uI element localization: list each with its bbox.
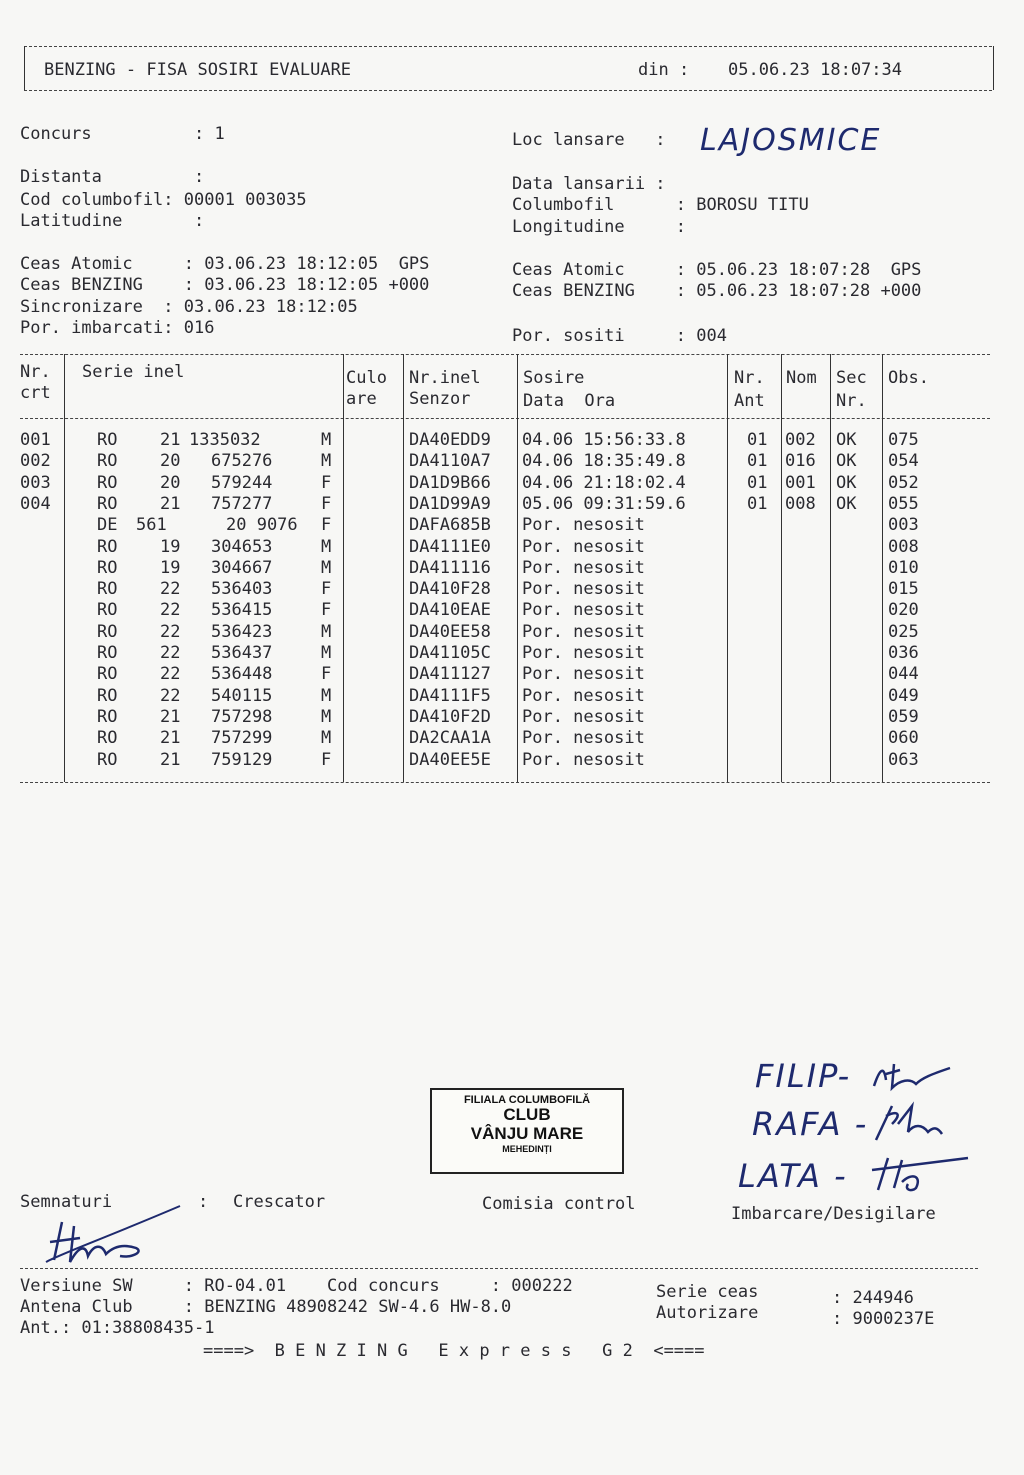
columbofil-line: Columbofil : BOROSU TITU (512, 195, 809, 215)
row-arrival: Por. nesosit (522, 621, 645, 642)
footer-serie-ceas-label: Serie ceas (656, 1282, 759, 1302)
row-obs: 075 (888, 430, 919, 450)
row-arrival: 04.06 21:18:02.4 (522, 472, 686, 493)
row-obs: 060 (888, 728, 919, 749)
row-obs: 063 (888, 749, 919, 770)
row-obs: 020 (888, 600, 919, 621)
row-ring-number: 304653 (211, 536, 273, 557)
row-sex: M (321, 728, 332, 749)
row-country: DE (97, 515, 118, 536)
row-sex: F (321, 749, 332, 770)
row-ring-number: 20 9076 (226, 515, 298, 536)
loc-lansare-label: Loc lansare : (512, 130, 666, 150)
row-sex: F (321, 493, 332, 514)
date-value: 05.06.23 18:07:34 (728, 60, 902, 80)
cod-columbofil-line: Cod columbofil: 00001 003035 (20, 190, 307, 210)
row-country: RO (97, 728, 118, 749)
row-sex: M (321, 557, 332, 578)
title-border-bottom (24, 90, 992, 91)
row-sensor: DA4111E0 (409, 536, 491, 557)
crescator-label: Crescator (233, 1192, 326, 1212)
row-year: 22 (160, 621, 181, 642)
row-arrival: Por. nesosit (522, 643, 645, 663)
row-arrival: Por. nesosit (522, 579, 645, 600)
row-sensor: DA410EAE (409, 600, 491, 621)
row-arrival: Por. nesosit (522, 749, 645, 770)
row-sex: M (321, 706, 332, 727)
row-country: RO (97, 621, 118, 642)
row-sex: F (321, 472, 332, 493)
row-arrival: Por. nesosit (522, 728, 645, 749)
footer-brand: ====> B E N Z I N G E x p r e s s G 2 <==== (203, 1341, 705, 1361)
row-obs: 059 (888, 706, 919, 727)
row-year: 20 (160, 451, 181, 472)
row-sensor: DA40EE5E (409, 749, 491, 770)
handwritten-rafa: RAFA - (752, 1105, 869, 1143)
row-sex: F (321, 600, 332, 621)
concurs-line: Concurs : 1 (20, 124, 225, 144)
row-obs: 044 (888, 664, 919, 685)
row-country: RO (97, 706, 118, 727)
header-sec-2: Nr. (836, 391, 867, 411)
table-bottom-border (20, 782, 990, 783)
row-country: RO (97, 600, 118, 621)
col-divider (64, 354, 65, 782)
row-year: 21 (160, 493, 181, 514)
row-arrival: 04.06 15:56:33.8 (522, 430, 686, 450)
col-divider (727, 354, 728, 782)
row-sensor: DA2CAA1A (409, 728, 491, 749)
row-nr-crt: 003 (20, 472, 51, 493)
row-arrival: Por. nesosit (522, 664, 645, 685)
row-antenna: 01 (747, 430, 768, 450)
row-sensor: DA4110A7 (409, 451, 491, 472)
row-ring-number: 757277 (211, 493, 273, 514)
row-ring-number: 757298 (211, 706, 273, 727)
por-sositi-line: Por. sositi : 004 (512, 326, 727, 346)
row-obs: 036 (888, 643, 919, 663)
stamp-line-4: MEHEDINȚI (502, 1144, 552, 1154)
row-sensor: DA40EDD9 (409, 430, 491, 450)
row-arrival: Por. nesosit (522, 557, 645, 578)
row-arrival: Por. nesosit (522, 685, 645, 706)
row-country: RO (97, 685, 118, 706)
row-ring-number: 540115 (211, 685, 273, 706)
header-obs: Obs. (888, 368, 929, 388)
row-ring-number: 536415 (211, 600, 273, 621)
footer-autorizare-value: : 9000237E (832, 1309, 935, 1329)
row-sensor: DA4111F5 (409, 685, 491, 706)
row-nr-crt: 002 (20, 451, 51, 472)
loc-lansare-handwritten: LAJOSMICE (700, 123, 882, 158)
stamp-line-1: FILIALA COLUMBOFILĂ (463, 1094, 591, 1106)
sincronizare-line: Sincronizare : 03.06.23 18:12:05 (20, 297, 358, 317)
row-country: RO (97, 643, 118, 663)
row-year: 21 (160, 749, 181, 770)
row-nom: 002 (785, 430, 816, 450)
row-arrival: Por. nesosit (522, 515, 645, 536)
row-country: RO (97, 493, 118, 514)
row-sensor: DA411116 (409, 557, 491, 578)
header-senzor-1: Nr.inel (409, 368, 481, 388)
footer-antena-line: Antena Club : BENZING 48908242 SW-4.6 HW-8.0 (20, 1297, 512, 1317)
row-sex: M (321, 643, 332, 663)
row-nom: 001 (785, 472, 816, 493)
row-antenna: 01 (747, 451, 768, 472)
ceas-atomic-end: Ceas Atomic : 05.06.23 18:07:28 GPS (512, 260, 922, 280)
row-sex: F (321, 664, 332, 685)
semnaturi-separator: : (198, 1192, 209, 1212)
comisia-control-label: Comisia control (482, 1194, 636, 1214)
row-sensor: DA40EE58 (409, 621, 491, 642)
row-arrival: 04.06 18:35:49.8 (522, 451, 686, 472)
col-divider (830, 354, 831, 782)
row-year: 21 (160, 728, 181, 749)
row-sec: OK (836, 493, 857, 514)
footer-versiune-line: Versiune SW : RO-04.01 Cod concurs : 000222 (20, 1276, 573, 1296)
imbarcare-label: Imbarcare/Desigilare (731, 1204, 936, 1224)
row-sex: M (321, 685, 332, 706)
row-sensor: DA1D9B66 (409, 472, 491, 493)
row-obs: 052 (888, 472, 919, 493)
row-ring-number: 759129 (211, 749, 273, 770)
stamp-line-2: CLUB (503, 1105, 551, 1124)
row-arrival: Por. nesosit (522, 536, 645, 557)
longitudine-line: Longitudine : (512, 217, 686, 237)
row-sensor: DA41105C (409, 643, 491, 663)
row-year: 21 (160, 430, 181, 450)
row-sex: M (321, 451, 332, 472)
header-culoare-2: are (346, 389, 377, 409)
row-sex: M (321, 536, 332, 557)
header-culoare-1: Culo (346, 368, 387, 388)
row-ring-number: 536448 (211, 664, 273, 685)
row-ring-number: 757299 (211, 728, 273, 749)
table-top-border (20, 354, 990, 355)
row-ring-number: 536403 (211, 579, 273, 600)
header-senzor-2: Senzor (409, 389, 471, 409)
por-imbarcati-line: Por. imbarcati: 016 (20, 318, 215, 338)
row-country: RO (97, 749, 118, 770)
row-year: 19 (160, 536, 181, 557)
col-divider (343, 354, 344, 782)
ceas-atomic-start: Ceas Atomic : 03.06.23 18:12:05 GPS (20, 254, 430, 274)
footer-ant-line: Ant.: 01:38808435-1 (20, 1318, 215, 1338)
row-year: 22 (160, 579, 181, 600)
row-obs: 015 (888, 579, 919, 600)
row-sex: F (321, 515, 332, 536)
col-divider (882, 354, 883, 782)
row-ring-number: 536437 (211, 643, 273, 663)
signature-filip-icon (870, 1060, 960, 1094)
header-serie-inel: Serie inel (82, 362, 185, 382)
row-year: 19 (160, 557, 181, 578)
row-ring-number: 675276 (211, 451, 273, 472)
latitudine-line: Latitudine : (20, 211, 205, 231)
distanta-line: Distanta : (20, 167, 205, 187)
row-antenna: 01 (747, 493, 768, 514)
row-year: 22 (160, 664, 181, 685)
header-nr-crt-1: Nr. (20, 362, 51, 382)
row-obs: 008 (888, 536, 919, 557)
row-obs: 010 (888, 557, 919, 578)
row-obs: 025 (888, 621, 919, 642)
row-sex: M (321, 430, 332, 450)
col-divider (517, 354, 518, 782)
row-sec: OK (836, 430, 857, 450)
row-country: RO (97, 472, 118, 493)
header-sec-1: Sec (836, 368, 867, 388)
row-obs: 055 (888, 493, 919, 514)
header-sosire-2: Data Ora (523, 391, 616, 411)
row-ring-number: 1335032 (189, 430, 261, 450)
row-sensor: DA1D99A9 (409, 493, 491, 514)
row-year: 561 (136, 515, 167, 536)
row-sensor: DA410F2D (409, 706, 491, 727)
crescator-signature-icon (40, 1200, 190, 1270)
header-nom: Nom (786, 368, 817, 388)
signature-rafa-icon (868, 1100, 958, 1146)
row-country: RO (97, 664, 118, 685)
ceas-benzing-end: Ceas BENZING : 05.06.23 18:07:28 +000 (512, 281, 922, 301)
row-ring-number: 579244 (211, 472, 273, 493)
row-year: 21 (160, 706, 181, 727)
row-country: RO (97, 579, 118, 600)
footer-autorizare-label: Autorizare (656, 1303, 759, 1323)
table-header-border (20, 418, 990, 419)
row-arrival: Por. nesosit (522, 706, 645, 727)
row-obs: 049 (888, 685, 919, 706)
row-ring-number: 304667 (211, 557, 273, 578)
row-country: RO (97, 536, 118, 557)
document-title: BENZING - FISA SOSIRI EVALUARE (44, 60, 352, 80)
col-divider (781, 354, 782, 782)
row-country: RO (97, 430, 118, 450)
row-nr-crt: 001 (20, 430, 51, 450)
row-nom: 008 (785, 493, 816, 514)
row-sec: OK (836, 472, 857, 493)
date-label: din : (638, 60, 690, 80)
row-arrival: Por. nesosit (522, 600, 645, 621)
header-nr-ant-2: Ant (734, 391, 765, 411)
header-nr-crt-2: crt (20, 383, 51, 403)
header-nr-ant-1: Nr. (734, 368, 765, 388)
row-sensor: DA411127 (409, 664, 491, 685)
row-sex: F (321, 579, 332, 600)
col-divider (403, 354, 404, 782)
signature-lata-icon (868, 1150, 978, 1196)
row-sec: OK (836, 451, 857, 472)
row-year: 22 (160, 600, 181, 621)
row-country: RO (97, 557, 118, 578)
row-obs: 054 (888, 451, 919, 472)
row-arrival: 05.06 09:31:59.6 (522, 493, 686, 514)
row-sensor: DAFA685B (409, 515, 491, 536)
footer-serie-ceas-value: : 244946 (832, 1288, 914, 1308)
row-obs: 003 (888, 515, 919, 536)
row-nom: 016 (785, 451, 816, 472)
row-year: 20 (160, 472, 181, 493)
row-antenna: 01 (747, 472, 768, 493)
handwritten-filip: FILIP- (755, 1057, 852, 1095)
row-year: 22 (160, 685, 181, 706)
data-lansarii-line: Data lansarii : (512, 174, 666, 194)
handwritten-lata: LATA - (738, 1157, 848, 1195)
row-sensor: DA410F28 (409, 579, 491, 600)
stamp-line-3: VÂNJU MARE (470, 1124, 584, 1143)
row-nr-crt: 004 (20, 493, 51, 514)
club-stamp (430, 1088, 624, 1174)
row-year: 22 (160, 643, 181, 663)
row-sex: M (321, 621, 332, 642)
row-country: RO (97, 451, 118, 472)
semnaturi-label: Semnaturi (20, 1192, 113, 1212)
row-ring-number: 536423 (211, 621, 273, 642)
ceas-benzing-start: Ceas BENZING : 03.06.23 18:12:05 +000 (20, 275, 430, 295)
header-sosire-1: Sosire (523, 368, 585, 388)
footer-separator (20, 1268, 978, 1269)
